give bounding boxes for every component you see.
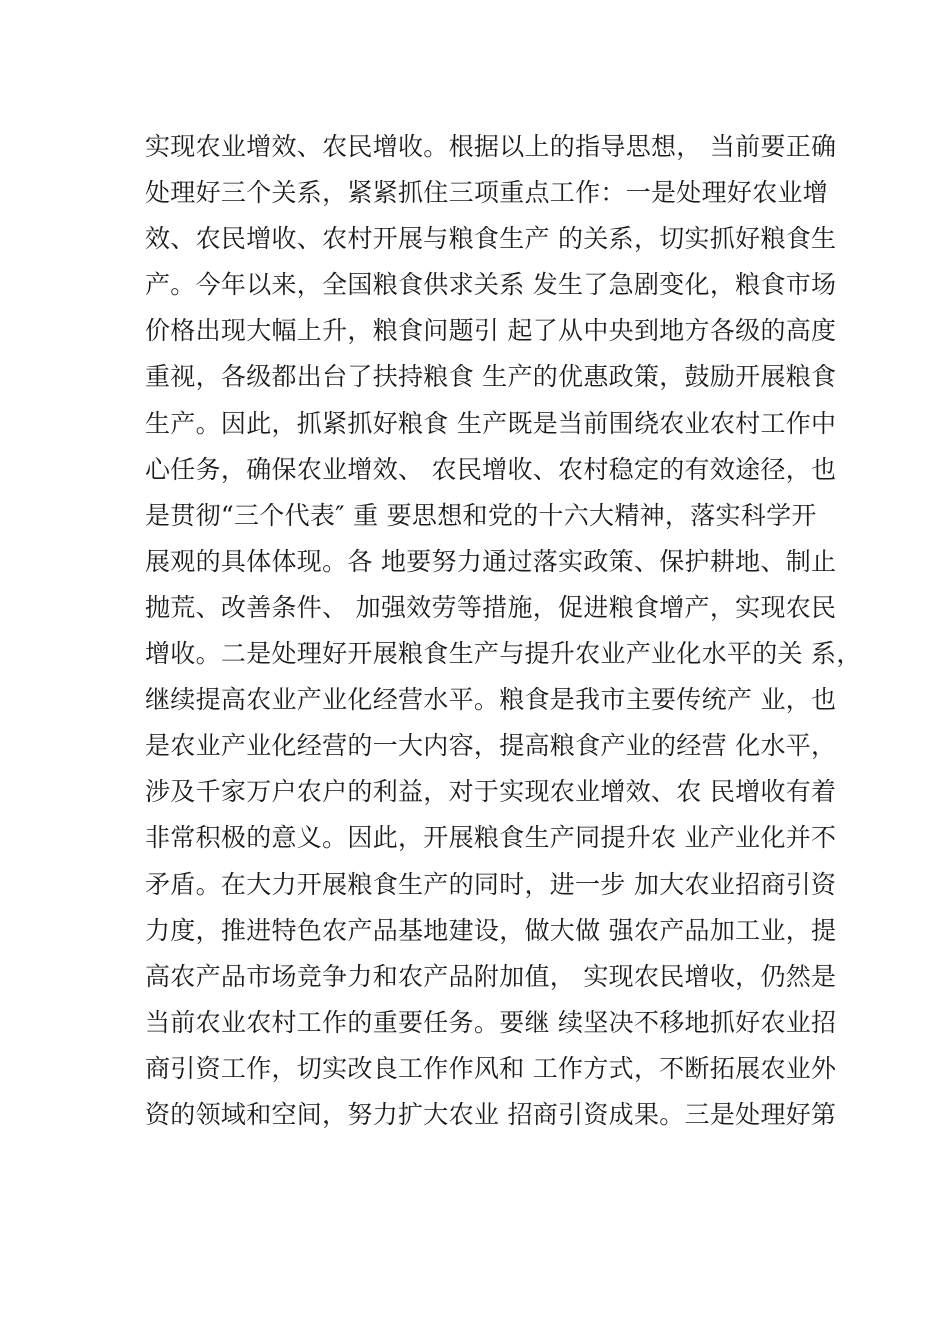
text-line: 商引资工作，切实改良工作作风和 工作方式，不断拓展农业外: [145, 1053, 837, 1083]
text-line: 继续提高农业产业化经营水平。粮食是我市主要传统产 业，也: [145, 685, 837, 715]
text-line: 非常积极的意义。因此，开展粮食生产同提升农 业产业化并不: [145, 823, 837, 853]
text-line: 抛荒、改善条件、 加强效劳等措施，促进粮食增产，实现农民: [145, 592, 837, 622]
text-line: 矛盾。在大力开展粮食生产的同时，进一步 加大农业招商引资: [145, 869, 837, 899]
body-paragraph: [145, 124, 862, 1138]
text-line: 重视，各级都出台了扶持粮食 生产的优惠政策，鼓励开展粮食: [145, 362, 837, 392]
text-line: 是农业产业化经营的一大内容，提高粮食产业的经营 化水平，: [145, 731, 837, 761]
text-line: 当前农业农村工作的重要任务。要继 续坚决不移地抓好农业招: [145, 1007, 837, 1037]
text-line: 资的领域和空间，努力扩大农业 招商引资成果。三是处理好第: [145, 1099, 837, 1129]
text-line: 价格出现大幅上升，粮食问题引 起了从中央到地方各级的高度: [145, 316, 837, 346]
text-line: 力度，推进特色农产品基地建设，做大做 强农产品加工业，提: [145, 915, 837, 945]
text-line: 处理好三个关系，紧紧抓住三项重点工作：一是处理好农业增: [145, 178, 829, 208]
text-line: 实现农业增效、农民增收。根据以上的指导思想， 当前要正确: [145, 132, 837, 161]
text-line: 涉及千家万户农户的利益，对于实现农业增效、农 民增收有着: [145, 777, 837, 807]
text-line: 是贯彻“三个代表″ 重 要思想和党的十六大精神，落实科学开: [145, 500, 817, 530]
text-line: 生产。因此，抓紧抓好粮食 生产既是当前围绕农业农村工作中: [145, 408, 837, 438]
text-line: 增收。二是处理好开展粮食生产与提升农业产业化水平的关 系，: [145, 639, 862, 669]
text-line: 高农产品市场竞争力和农产品附加值， 实现农民增收，仍然是: [145, 961, 837, 991]
text-line: 产。今年以来，全国粮食供求关系 发生了急剧变化，粮食市场: [145, 270, 837, 300]
text-line: 展观的具体体现。各 地要努力通过落实政策、保护耕地、制止: [145, 546, 837, 576]
text-line: 心任务，确保农业增效、 农民增收、农村稳定的有效途径，也: [145, 454, 837, 484]
text-line: 效、农民增收、农村开展与粮食生产 的关系，切实抓好粮食生: [145, 224, 837, 254]
